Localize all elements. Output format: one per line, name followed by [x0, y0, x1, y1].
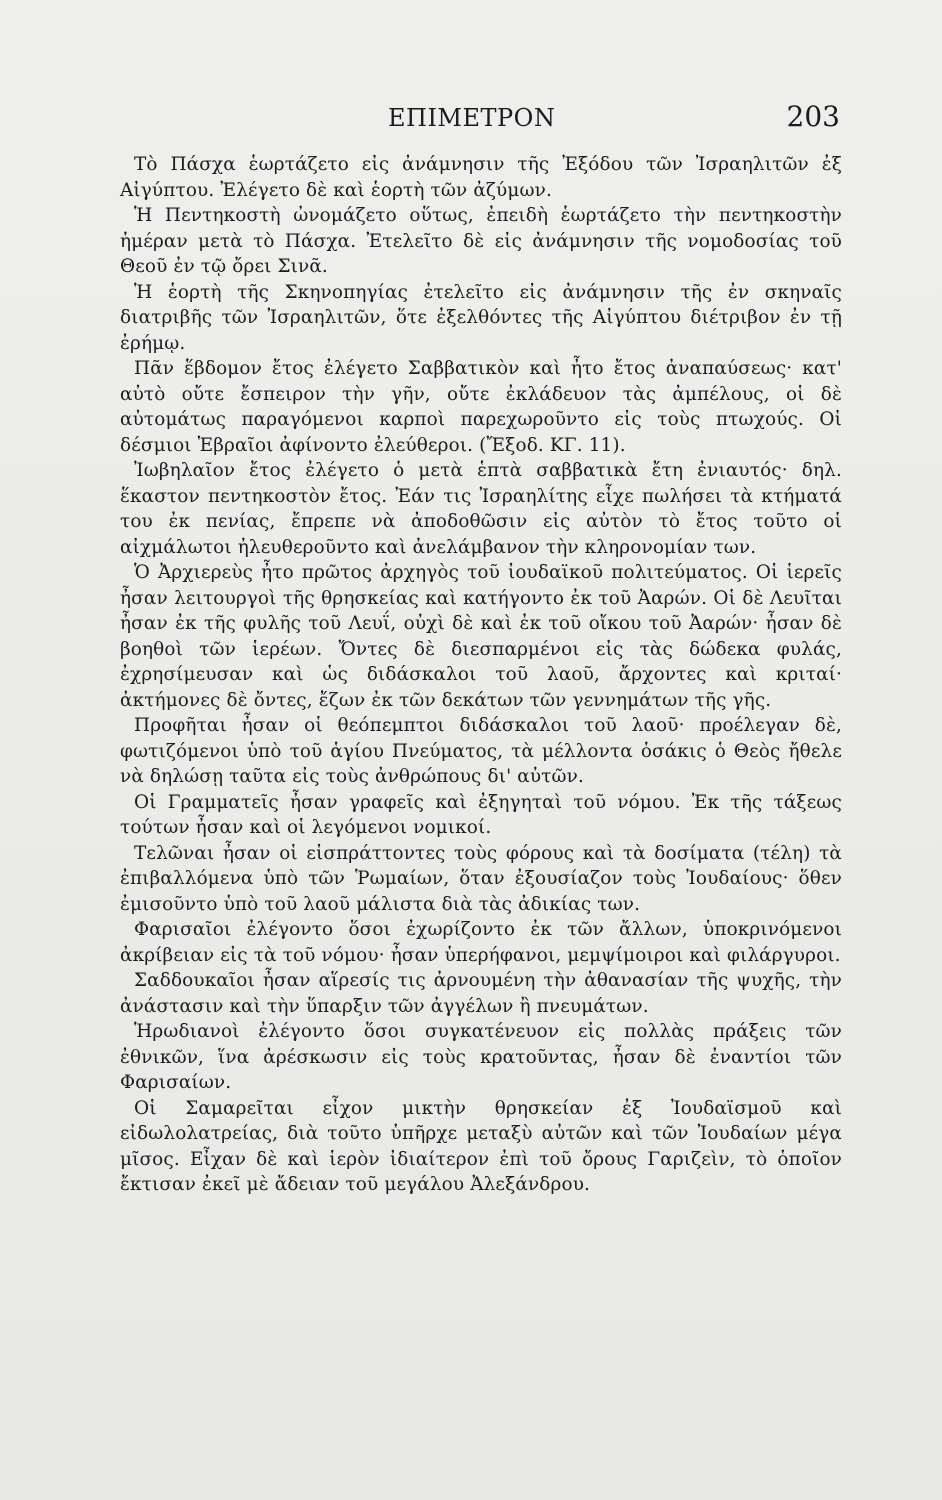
page-header [120, 100, 840, 140]
paragraph-tax-collectors: Τελῶναι ἦσαν οἱ εἰσπράττοντες τοὺς φόρους καὶ τὰ δοσίματα (τέλη) τὰ ἐπιβαλλόμενα ὑπὸ τῶν Ῥωμαίων, ὅταν ἐξουσίαζον τοὺς Ἰουδαίους· ὅθεν ἐμισοῦντο ὑπὸ τοῦ λαοῦ μάλιστα διὰ τὰς ἀδικίας των. [120, 842, 842, 915]
paragraph-scribes: Οἱ Γραμματεῖς ἦσαν γραφεῖς καὶ ἐξηγηταὶ τοῦ νόμου. Ἐκ τῆς τάξεως τούτων ἦσαν καὶ οἱ λεγόμενοι νομικοί. [120, 791, 842, 838]
page-number: 203 [786, 100, 840, 133]
running-title: ΕΠΙΜΕΤΡΟΝ [388, 104, 556, 132]
paragraph-sabbatical-year: Πᾶν ἕβδομον ἔτος ἐλέγετο Σαββατικὸν καὶ ἦτο ἔτος ἀναπαύσεως· κατ' αὐτὸ οὔτε ἔσπειρον τὴν γῆν, οὔτε ἐκλάδευον τὰς ἀμπέλους, οἱ δὲ αὐτομάτως παραγόμενοι καρποὶ παρεχωροῦντο εἰς τοὺς πτωχούς. Οἱ δέσμιοι Ἑβραῖοι ἀφίνοντο ἐλεύθεροι. (Ἔξοδ. ΚΓ. 11). [120, 358, 842, 456]
paragraph-sadducees: Σαδδουκαῖοι ἦσαν αἵρεσίς τις ἀρνουμένη τὴν ἀθανασίαν τῆς ψυχῆς, τὴν ἀνάστασιν καὶ τὴν ὕπαρξιν τῶν ἀγγέλων ἢ πνευμάτων. [120, 970, 842, 1017]
body-text [120, 152, 842, 1198]
paragraph-pascha: Τὸ Πάσχα ἑωρτάζετο εἰς ἀνάμνησιν τῆς Ἐξόδου τῶν Ἰσραηλιτῶν ἐξ Αἰγύπτου. Ἐλέγετο δὲ καὶ ἑορτὴ τῶν ἀζύμων. [120, 154, 842, 201]
paragraph-prophets: Προφῆται ἦσαν οἱ θεόπεμπτοι διδάσκαλοι τοῦ λαοῦ· προέλεγαν δὲ, φωτιζόμενοι ὑπὸ τοῦ ἁγίου Πνεύματος, τὰ μέλλοντα ὁσάκις ὁ Θεὸς ἤθελε νὰ δηλώσῃ ταῦτα εἰς τοὺς ἀνθρώπους δι' αὐτῶν. [120, 715, 842, 787]
paragraph-pharisees: Φαρισαῖοι ἐλέγοντο ὅσοι ἐχωρίζοντο ἐκ τῶν ἄλλων, ὑποκρινόμενοι ἀκρίβειαν εἰς τὰ τοῦ νόμου· ἦσαν ὑπερήφανοι, μεμψίμοιροι καὶ φιλάργυροι. [120, 919, 842, 966]
paragraph-pentecost: Ἡ Πεντηκοστὴ ὠνομάζετο οὕτως, ἐπειδὴ ἑωρτάζετο τὴν πεντηκοστὴν ἡμέραν μετὰ τὸ Πάσχα. Ἐτελεῖτο δὲ εἰς ἀνάμνησιν τῆς νομοδοσίας τοῦ Θεοῦ ἐν τῷ ὄρει Σινᾶ. [120, 205, 842, 277]
paragraph-high-priest: Ὁ Ἀρχιερεὺς ἦτο πρῶτος ἀρχηγὸς τοῦ ἰουδαϊκοῦ πολιτεύματος. Οἱ ἱερεῖς ἦσαν λειτουργοὶ τῆς θρησκείας καὶ κατήγοντο ἐκ τοῦ Ἀαρών. Οἱ δὲ Λευῖται ἦσαν ἐκ τῆς φυλῆς τοῦ Λευΐ, οὐχὶ δὲ καὶ ἐκ τοῦ οἴκου τοῦ Ἀαρών· ἦσαν δὲ βοηθοὶ τῶν ἱερέων. Ὄντες δὲ διεσπαρμένοι εἰς τὰς δώδεκα φυλάς, ἐχρησίμευσαν καὶ ὡς διδάσκαλοι τοῦ λαοῦ, ἄρχοντες καὶ κριταί· ἀκτήμονες δὲ ὄντες, ἔζων ἐκ τῶν δεκάτων τῶν γεννημάτων τῆς γῆς. [120, 562, 842, 711]
paragraph-samaritans: Οἱ Σαμαρεῖται εἶχον μικτὴν θρησκείαν ἐξ Ἰουδαϊσμοῦ καὶ εἰδωλολατρείας, διὰ τοῦτο ὑπῆρχε μεταξὺ αὐτῶν καὶ τῶν Ἰουδαίων μέγα μῖσος. Εἶχαν δὲ καὶ ἱερὸν ἰδιαίτερον ἐπὶ τοῦ ὄρους Γαριζεὶν, τὸ ὁποῖον ἔκτισαν ἐκεῖ μὲ ἄδειαν τοῦ μεγάλου Ἀλεξάνδρου. [120, 1097, 842, 1195]
paragraph-jubilee: Ἰωβηλαῖον ἔτος ἐλέγετο ὁ μετὰ ἑπτὰ σαββατικὰ ἔτη ἐνιαυτός· δηλ. ἕκαστον πεντηκοστὸν ἔτος. Ἐάν τις Ἰσραηλίτης εἶχε πωλήσει τὰ κτήματά του ἐκ πενίας, ἔπρεπε νὰ ἀποδοθῶσιν εἰς αὐτὸν τὸ ἔτος τοῦτο οἱ αἰχμάλωτοι ἠλευθεροῦντο καὶ ἀνελάμβανον τὴν κληρονομίαν των. [120, 460, 842, 558]
paragraph-herodians: Ἡρωδιανοὶ ἐλέγοντο ὅσοι συγκατένευον εἰς πολλὰς πράξεις τῶν ἐθνικῶν, ἵνα ἀρέσκωσιν εἰς τοὺς κρατοῦντας, ἦσαν δὲ ἐναντίοι τῶν Φαρισαίων. [120, 1021, 842, 1093]
paragraph-tabernacles: Ἡ ἑορτὴ τῆς Σκηνοπηγίας ἐτελεῖτο εἰς ἀνάμνησιν τῆς ἐν σκηναῖς διατριβῆς τῶν Ἰσραηλιτῶν, ὅτε ἐξελθόντες τῆς Αἰγύπτου διέτριβον ἐν τῇ ἐρήμῳ. [120, 281, 842, 354]
